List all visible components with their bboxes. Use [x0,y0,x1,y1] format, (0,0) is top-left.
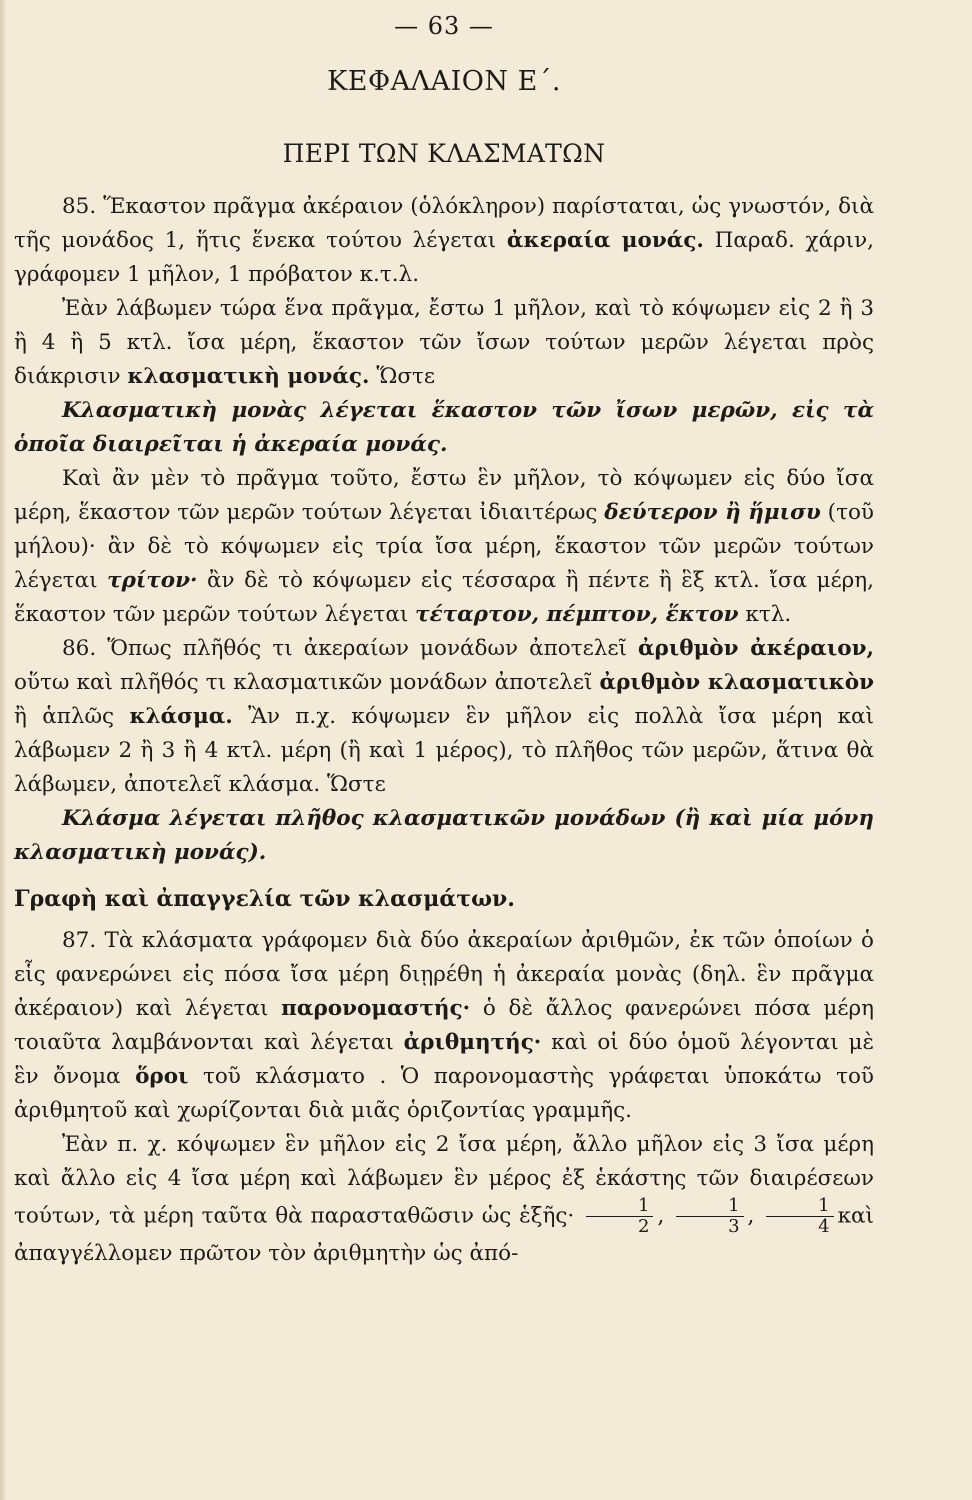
text-run: (τοῦ μήλου)· ἂν δὲ τὸ κόψωμεν εἰς τρία ἴσα μέρη, ἕκαστον τῶν μερῶν τούτων λέγεται [14,500,874,593]
text-run: ἢ ἁπλῶς [14,704,130,729]
text-run: Ἐὰν λάβωμεν τώρα ἕνα πρᾶγμα, ἔστω 1 μῆλον, καὶ τὸ κόψωμεν εἰς 2 ἢ 3 ἢ 4 ἢ 5 κτλ. ἴσα μέρη, ἕκαστον τῶν ἴσων τούτων μερῶν λέγεται πρὸς διάκρισιν [14,296,874,389]
chapter-title: ΚΕΦΑΛΑΙΟΝ Ε΄. [327,66,561,97]
book-page [14,0,874,1500]
text-run: Ἐὰν π. χ. κόψωμεν ἓν μῆλον εἰς 2 ἴσα μέρη, ἄλλο μῆλον εἰς 3 ἴσα μέρη καὶ ἄλλο εἰς 4 ἴσα μέρη καὶ λάβωμεν ἓν μέρος ἐξ ἑκάστης τῶν διαιρέσεων τούτων, τὰ μέρη ταῦτα θὰ παρασταθῶσιν ὡς ἑξῆς· [14,1132,874,1229]
paragraph-87-b [14,1128,874,1271]
text-run: καὶ ἀπαγγέλλομεν πρῶτον τὸν ἀριθμητὴν ὡς ἀπό- [14,1203,874,1266]
text-run: κτλ. [738,602,792,627]
definition-klasma: Κλάσμα λέγεται πλῆθος κλασματικῶν μονάδων (ἢ καὶ μία μόνη κλασματικὴ μονάς). [14,806,874,865]
term-arithmos-klasmatikos: ἀριθμὸν κλασματικὸν [599,670,874,695]
paragraph-85-c [14,462,874,632]
fraction-denominator: 4 [818,1216,830,1237]
fraction-one-third [676,1196,743,1237]
fraction-denominator: 2 [638,1216,650,1237]
term-tetarton: τέταρτον, πέμπτον, ἕκτον [415,602,739,627]
fraction-one-half [586,1196,653,1237]
text-run: Ὥστε [369,364,436,389]
term-akeraia-monas: ἀκεραία μονάς. [506,228,704,253]
paragraph-85 [14,190,874,292]
fraction-denominator: 3 [728,1216,740,1237]
separator: , [657,1203,665,1229]
subheading-grafi-klasmaton: Γραφὴ καὶ ἀπαγγελία τῶν κλασμάτων. [14,886,515,912]
text-run: Ἂν π.χ. κόψωμεν ἓν μῆλον εἰς πολλὰ ἴσα μέρη καὶ λάβωμεν 2 ἢ 3 ἢ 4 κτλ. μέρη (ἢ καὶ 1 μέρος), τὸ πλῆθος τῶν μερῶν, ἅτινα θὰ λάβωμεν, ἀποτελεῖ κλάσμα. Ὥστε [14,704,874,797]
page-number: — 63 — [394,12,494,40]
text-run: οὕτω καὶ πλῆθός τι κλασματικῶν μονάδων ἀποτελεῖ [14,670,600,695]
fraction-numerator: 1 [586,1196,653,1217]
definition-klasmatiki-monas: Κλασματικὴ μονὰς λέγεται ἕκαστον τῶν ἴσων μερῶν, εἰς τὰ ὁποῖα διαιρεῖται ἡ ἀκεραία μονάς. [14,398,874,457]
term-oroi: ὅροι [135,1064,189,1089]
text-run: 86. Ὅπως πλῆθός τι ἀκεραίων μονάδων ἀποτελεῖ [62,636,638,661]
text-run: τοῦ κλάσματο . Ὁ παρονομαστὴς γράφεται ὑποκάτω τοῦ ἀριθμητοῦ καὶ χωρίζονται διὰ μιᾶς ὁριζοντίας γραμμῆς. [14,1064,874,1123]
text-run: 85. Ἕκαστον πρᾶγμα ἀκέραιον (ὁλόκληρον) παρίσταται, ὡς γνωστόν, διὰ τῆς μονάδος 1, ἥτις ἕνεκα τούτου λέγεται [14,194,874,253]
term-paronomastis: παρονομαστής· [281,996,471,1021]
text-run: Παραδ. χάριν, γράφομεν 1 μῆλον, 1 πρόβατον κ.τ.λ. [14,228,875,287]
term-arithmos-akeraios: ἀριθμὸν ἀκέραιον, [637,636,874,661]
paragraph-85-b [14,292,874,394]
text-run: καὶ οἱ δύο ὁμοῦ λέγονται μὲ ἓν ὄνομα [14,1030,874,1089]
separator: , [747,1203,755,1229]
page-binding-edge [0,0,6,1500]
text-run: ὁ δὲ ἄλλος φανερώνει πόσα μέρη τοιαῦτα λαμβάνονται καὶ λέγεται [14,996,874,1055]
text-run: ἂν δὲ τὸ κόψωμεν εἰς τέσσαρα ἢ πέντε ἢ ἓξ κτλ. ἴσα μέρη, ἕκαστον τῶν μερῶν τούτων λέγεται [14,568,874,627]
paragraph-86 [14,632,874,802]
body-text [14,190,874,1271]
term-arithmitis: ἀριθμητής· [403,1030,542,1055]
fraction-one-quarter [766,1196,833,1237]
term-klasmatiki-monas: κλασματικὴ μονάς. [127,364,370,389]
fraction-numerator: 1 [766,1196,833,1217]
term-deuteron: δεύτερον ἢ ἥμισυ [604,500,821,525]
term-triton: τρίτον· [107,568,198,593]
text-run: Καὶ ἂν μὲν τὸ πρᾶγμα τοῦτο, ἔστω ἓν μῆλον, τὸ κόψωμεν εἰς δύο ἴσα μέρη, ἕκαστον τῶν μερῶν τούτων λέγεται ἰδιαιτέρως [14,466,874,525]
text-run: 87. Τὰ κλάσματα γράφομεν διὰ δύο ἀκεραίων ἀριθμῶν, ἐκ τῶν ὁποίων ὁ εἷς φανερώνει εἰς πόσα ἴσα μέρη διῃρέθη ἡ ἀκεραία μονὰς (δηλ. ἓν πρᾶγμα ἀκέραιον) καὶ λέγεται [14,928,874,1021]
section-title: ΠΕΡΙ ΤΩΝ ΚΛΑΣΜΑΤΩΝ [282,139,606,168]
paragraph-87 [14,924,874,1128]
fraction-numerator: 1 [676,1196,743,1217]
term-klasma: κλάσμα. [129,704,233,729]
